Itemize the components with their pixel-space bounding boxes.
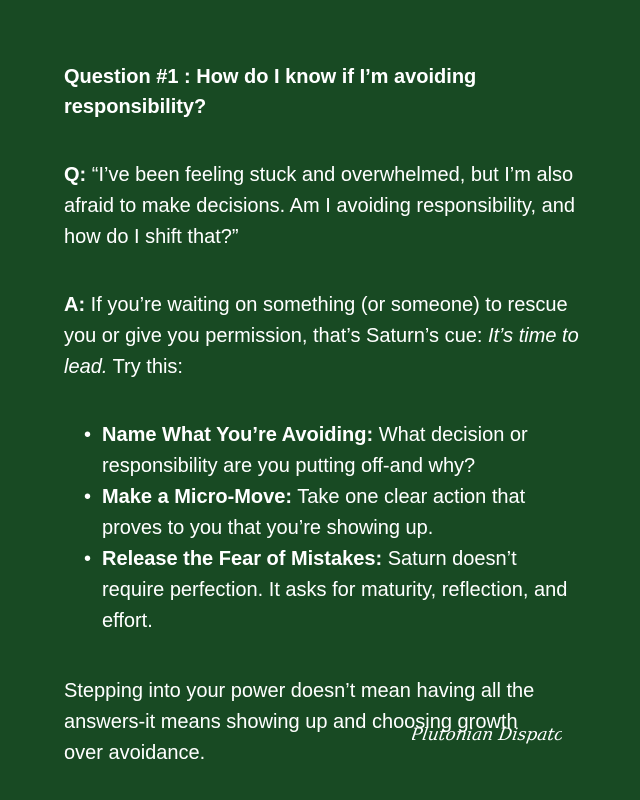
tip-title: Release the Fear of Mistakes:: [102, 548, 383, 570]
answer-italic: It’s time to lead.: [64, 325, 579, 378]
tip-text: What decision or responsibility are you putting off-and why?: [102, 424, 528, 477]
tip-text: Saturn doesn’t require perfection. It asks for maturity, reflection, and effort.: [102, 548, 568, 632]
signature-logo: [412, 713, 562, 753]
signature-text: Plutonian Dispatch: [412, 725, 562, 745]
question-title: Question #1 : How do I know if I’m avoiding responsibility?: [64, 66, 477, 118]
tip-title: Name What You’re Avoiding:: [102, 424, 374, 446]
answer-text: If you’re waiting on something (or someone) to rescue you or give you permission, that’s Saturn’s cue:: [64, 294, 568, 347]
signature-svg: [412, 713, 562, 753]
question-text: “I’ve been feeling stuck and overwhelmed, but I’m also afraid to make decisions. Am I avoiding responsibility, and how do I shift that?”: [64, 164, 576, 248]
answer-text-end: Try this:: [107, 356, 183, 378]
bullet-icon: •: [84, 486, 92, 508]
tip-title: Make a Micro-Move:: [102, 486, 293, 508]
bullet-icon: •: [84, 548, 92, 570]
question-label: Q:: [64, 164, 87, 186]
closing-paragraph: Stepping into your power doesn’t mean having all the answers-it means showing up and choosing growth over avoidance.: [64, 680, 535, 764]
tips-list: [64, 420, 584, 637]
tip-text: Take one clear action that proves to you that you’re showing up.: [102, 486, 526, 539]
bullet-icon: •: [84, 424, 92, 446]
answer-label: A:: [64, 294, 86, 316]
list-item: [84, 420, 584, 482]
answer-paragraph: [64, 290, 584, 383]
list-item: [84, 544, 584, 637]
article: [64, 62, 584, 769]
list-item: [84, 482, 584, 544]
question-paragraph: [64, 160, 584, 253]
